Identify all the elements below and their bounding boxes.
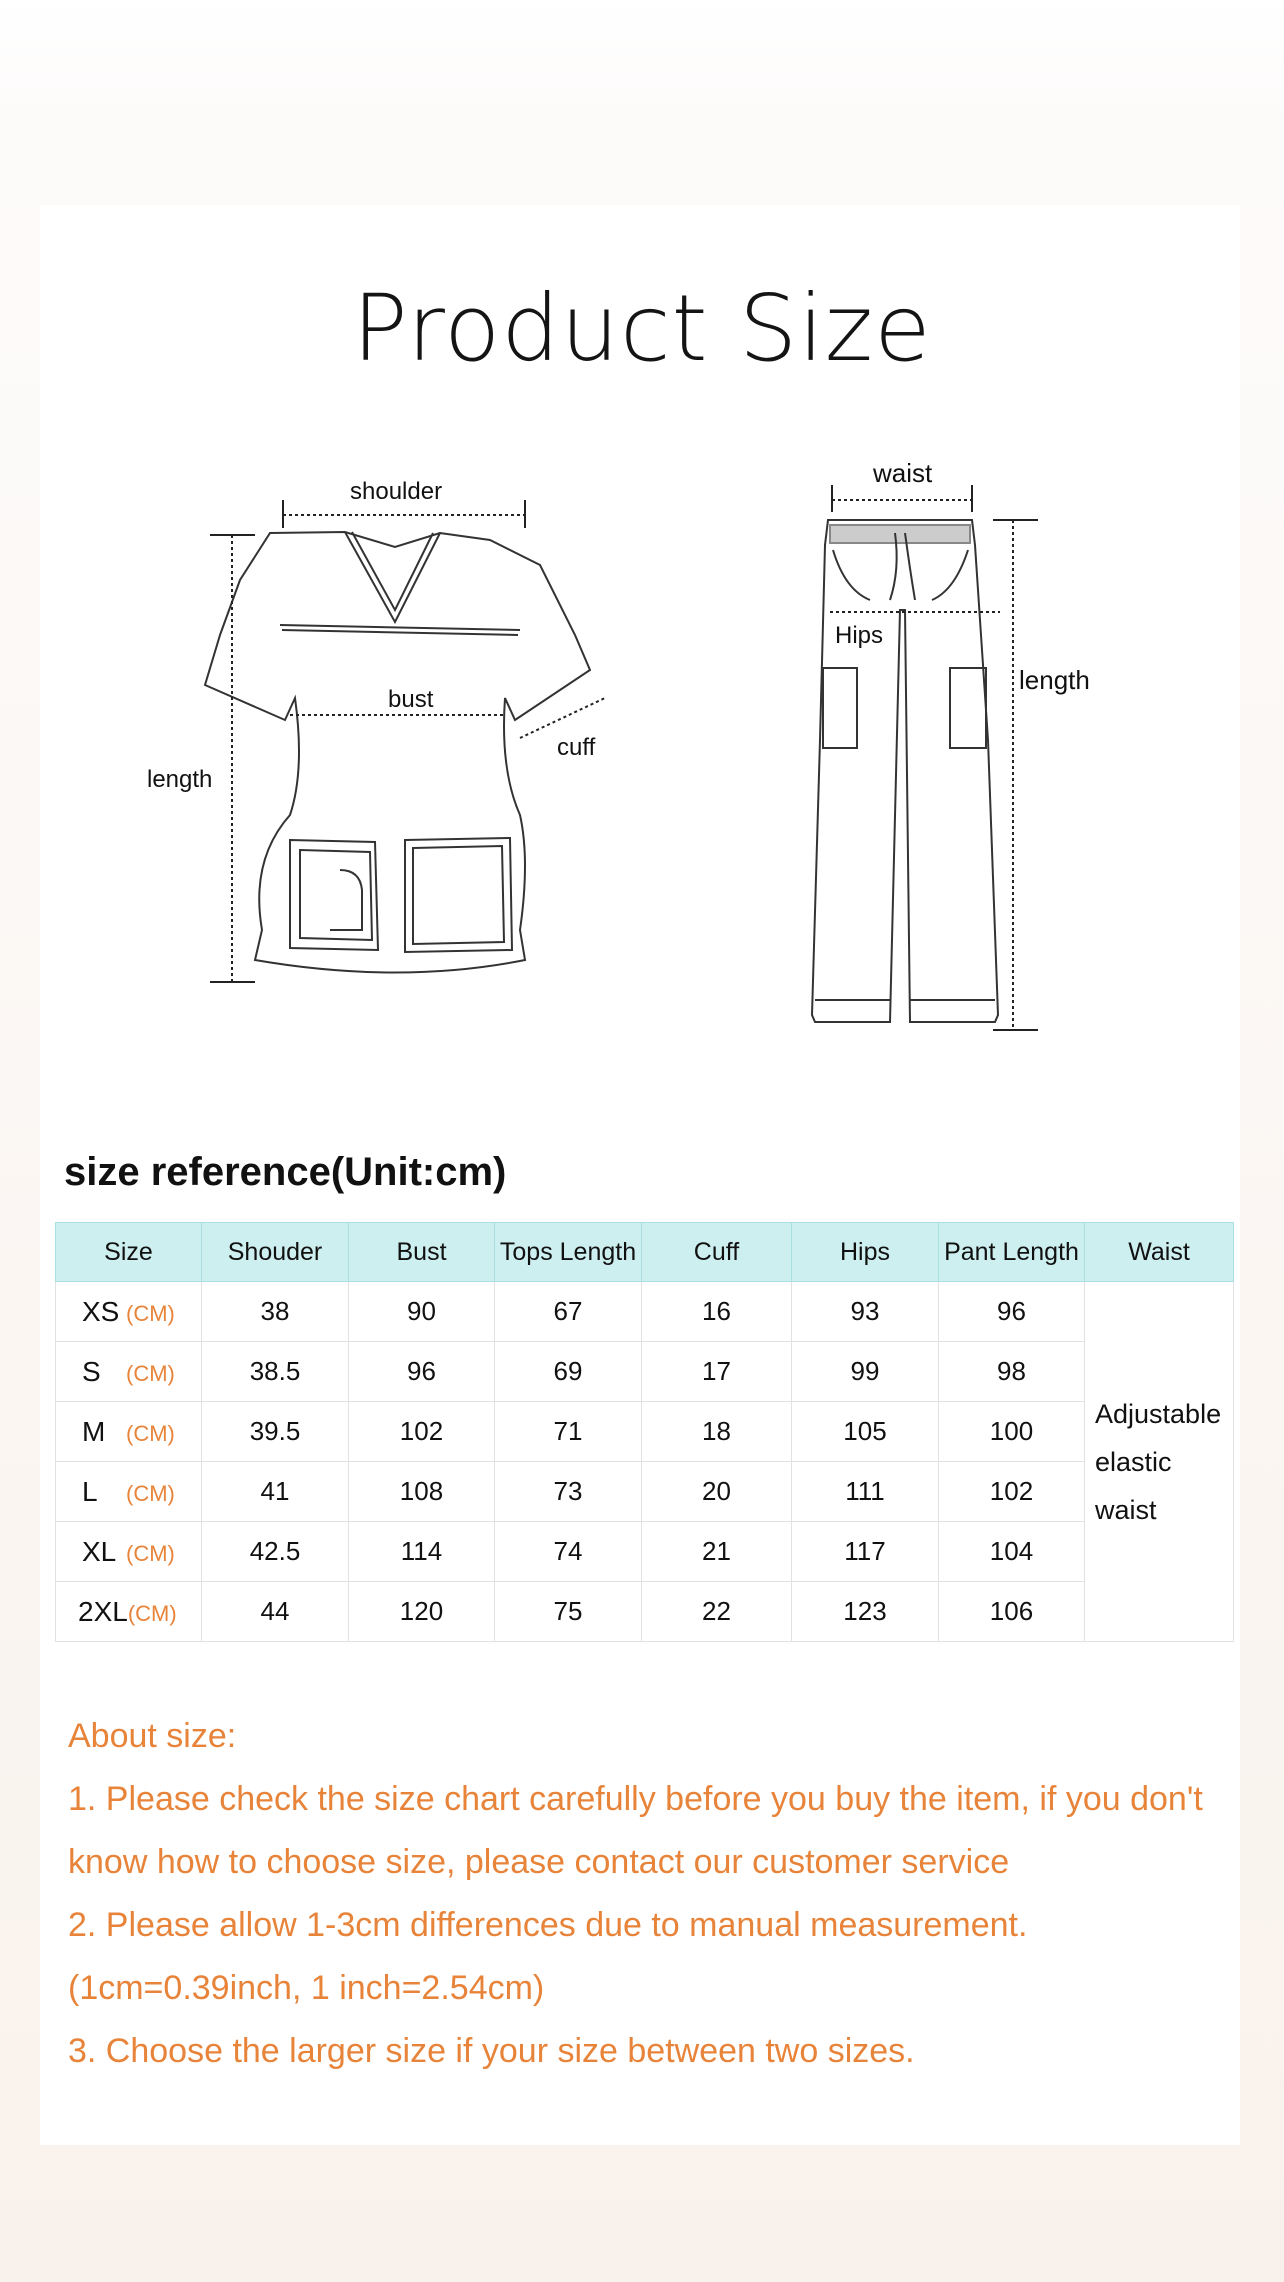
size-name: 2XL <box>78 1595 128 1627</box>
header-hips: Hips <box>792 1223 939 1282</box>
cuff-value: 22 <box>642 1582 792 1642</box>
unit-label: (CM) <box>126 1360 175 1386</box>
pant-length-value: 96 <box>939 1282 1085 1342</box>
shoulder-label: shoulder <box>350 478 443 505</box>
shoulder-value: 42.5 <box>202 1522 349 1582</box>
pant-length-label: length <box>1019 665 1090 695</box>
bust-value: 114 <box>349 1522 495 1582</box>
size-cell <box>56 1282 202 1342</box>
tops-length-value: 74 <box>495 1522 642 1582</box>
unit-label: (CM) <box>126 1480 175 1506</box>
size-name: XL <box>82 1535 117 1567</box>
shoulder-value: 39.5 <box>202 1402 349 1462</box>
scrub-top-drawing <box>205 532 590 973</box>
unit-label: (CM) <box>126 1540 175 1566</box>
header-bust: Bust <box>349 1223 495 1282</box>
waist-cell <box>1085 1282 1234 1642</box>
bust-value: 90 <box>349 1282 495 1342</box>
measurement-illustration <box>0 440 1284 1060</box>
cuff-value: 20 <box>642 1462 792 1522</box>
size-cell <box>56 1462 202 1522</box>
tops-length-value: 73 <box>495 1462 642 1522</box>
shoulder-value: 44 <box>202 1582 349 1642</box>
size-name: S <box>82 1355 101 1387</box>
pant-length-value: 100 <box>939 1402 1085 1462</box>
page-title: Product Size <box>352 275 932 382</box>
pants-measurement-ticks <box>832 485 1038 1030</box>
unit-label: (CM) <box>127 1600 177 1626</box>
unit-label: (CM) <box>126 1300 175 1326</box>
size-notes <box>68 1705 1218 2083</box>
table-header-row <box>56 1223 1234 1282</box>
cuff-value: 16 <box>642 1282 792 1342</box>
table-row <box>56 1282 1234 1342</box>
table-row <box>56 1582 1234 1642</box>
header-cuff: Cuff <box>642 1223 792 1282</box>
cuff-value: 18 <box>642 1402 792 1462</box>
cuff-label: cuff <box>557 734 596 761</box>
unit-label: (CM) <box>126 1420 175 1446</box>
garment-diagrams <box>0 440 1284 1060</box>
pant-length-value: 102 <box>939 1462 1085 1522</box>
note-item: 2. Please allow 1-3cm differences due to manual measurement. (1cm=0.39inch, 1 inch=2.54cm) <box>68 1906 1028 2007</box>
header-size: Size <box>56 1223 202 1282</box>
tops-length-value: 75 <box>495 1582 642 1642</box>
waist-line: Adjustable <box>1095 1398 1222 1429</box>
notes-heading: About size: <box>68 1717 237 1755</box>
size-table <box>55 1222 1234 1642</box>
bust-value: 108 <box>349 1462 495 1522</box>
pants-measurement-lines <box>830 500 1013 1030</box>
tops-length-value: 67 <box>495 1282 642 1342</box>
size-name: M <box>82 1415 106 1447</box>
cuff-value: 21 <box>642 1522 792 1582</box>
hips-value: 111 <box>792 1462 939 1522</box>
table-row <box>56 1522 1234 1582</box>
table-row <box>56 1342 1234 1402</box>
header-shoulder: Shouder <box>202 1223 349 1282</box>
hips-value: 123 <box>792 1582 939 1642</box>
size-name: XS <box>82 1295 120 1327</box>
pant-length-value: 106 <box>939 1582 1085 1642</box>
shoulder-value: 41 <box>202 1462 349 1522</box>
waist-line: elastic <box>1095 1446 1172 1477</box>
note-item: 1. Please check the size chart carefully before you buy the item, if you don't know how to choose size, please contact our customer service <box>68 1780 1203 1881</box>
bust-value: 96 <box>349 1342 495 1402</box>
table-row <box>56 1462 1234 1522</box>
tops-length-value: 71 <box>495 1402 642 1462</box>
hips-value: 99 <box>792 1342 939 1402</box>
shoulder-value: 38 <box>202 1282 349 1342</box>
hips-label: Hips <box>835 622 884 649</box>
hips-value: 117 <box>792 1522 939 1582</box>
scrub-pants-drawing <box>812 520 998 1022</box>
note-item: 3. Choose the larger size if your size between two sizes. <box>68 2032 915 2070</box>
size-reference-title: size reference(Unit:cm) <box>64 1150 507 1194</box>
bust-value: 120 <box>349 1582 495 1642</box>
size-name: L <box>82 1475 98 1507</box>
bust-value: 102 <box>349 1402 495 1462</box>
size-cell <box>56 1342 202 1402</box>
bust-label: bust <box>388 686 434 713</box>
tops-length-value: 69 <box>495 1342 642 1402</box>
cuff-value: 17 <box>642 1342 792 1402</box>
top-length-label: length <box>147 766 213 793</box>
pant-length-value: 104 <box>939 1522 1085 1582</box>
size-cell <box>56 1402 202 1462</box>
size-cell <box>56 1522 202 1582</box>
waist-label: waist <box>873 458 933 488</box>
hips-value: 93 <box>792 1282 939 1342</box>
hips-value: 105 <box>792 1402 939 1462</box>
table-row <box>56 1402 1234 1462</box>
waist-line: waist <box>1095 1494 1157 1525</box>
size-cell <box>56 1582 202 1642</box>
shoulder-value: 38.5 <box>202 1342 349 1402</box>
header-tops-length: Tops Length <box>495 1223 642 1282</box>
header-waist: Waist <box>1085 1223 1234 1282</box>
pant-length-value: 98 <box>939 1342 1085 1402</box>
header-pant-length: Pant Length <box>939 1223 1085 1282</box>
